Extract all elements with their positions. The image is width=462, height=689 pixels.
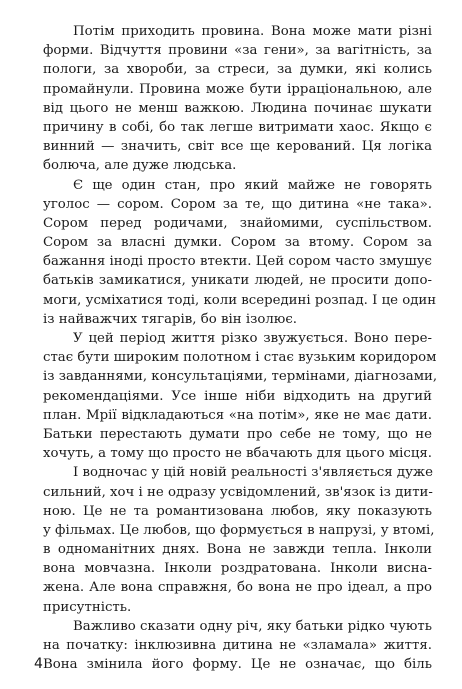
text-line: промайнули. Провина може бути ірраціональною, але [43, 81, 432, 97]
text-line: ною. Це не та романтизована любов, яку показують [43, 503, 432, 519]
text-line: Батьки перестають думати про себе не тому, що не [43, 426, 432, 442]
text-line: Сором перед родичами, знайомими, суспільством. [43, 215, 432, 231]
text-line: рекомендаціями. Усе інше ніби відходить на другий [43, 388, 432, 404]
text-line: із завданнями, консультаціями, термінами, діагнозами, [43, 369, 438, 385]
text-line: від цього не менш важкою. Людина починає шукати [43, 100, 432, 116]
text-line: моги, усміхатися тоді, коли всередині розпад. І це один [43, 292, 437, 308]
text-line: батьків замикатися, уникати людей, не просити допо- [43, 273, 432, 289]
text-line: Потім приходить провина. Вона може мати різні [73, 24, 432, 39]
paragraph [43, 463, 435, 617]
text-line: жена. Але вона справжня, бо вона не про ідеал, а про [43, 580, 432, 596]
page-number: 4 [34, 656, 43, 672]
text-line: в одноманітних днях. Вона не завжди тепла. Інколи [43, 542, 432, 558]
text-line: винний — значить, світ все ще керований. Ця логіка [43, 139, 432, 155]
text-line: Сором за власні думки. Сором за втому. Сором за [43, 235, 432, 251]
text-line: сильний, хоч і не одразу усвідомлений, зв'язок із дити- [43, 484, 433, 500]
text-line: Є ще один стан, про який майже не говорять [73, 177, 432, 193]
paragraph [43, 22, 432, 176]
text-line: бажання іноді просто втекти. Цей сором часто змушує [43, 254, 432, 270]
text-line: план. Мрії відкладаються «на потім», яке не має дати. [43, 407, 432, 423]
text-line: хочуть, а тому що просто не вбачають для цього місця. [43, 446, 433, 462]
text-line: причину в собі, бо так легше витримати хаос. Якщо є [43, 119, 432, 135]
paragraph [43, 176, 437, 330]
text-line: У цей період життя різко звужується. Воно пере- [73, 331, 432, 346]
text-line: стає бути широким полотном і стає вузьким коридором [43, 350, 437, 366]
text-line: на початку: інклюзивна дитина не «зламала» життя. [43, 638, 432, 653]
text-line: Вона змінила його форму. Це не означає, що біль [43, 657, 432, 673]
paragraph [43, 617, 432, 675]
text-line: І водночас у цій новій реальності з'являється дуже [73, 465, 434, 481]
text-line: із найважчих тягарів, бо він ізолює. [43, 311, 298, 327]
text-line: у фільмах. Це любов, що формується в напрузі, у втомі, [43, 522, 435, 538]
body-text [43, 22, 438, 674]
text-line: присутність. [43, 599, 132, 615]
text-line: форми. Відчуття провини «за гени», за вагітність, за [43, 43, 432, 59]
paragraph [43, 329, 438, 463]
text-line: вона мовчазна. Інколи роздратована. Інколи висна- [43, 561, 432, 577]
text-line: Важливо сказати одну річ, яку батьки рідко чують [73, 618, 432, 634]
text-line: уголос — сором. Сором за те, що дитина «не така». [43, 196, 432, 212]
text-line: болюча, але дуже людська. [43, 158, 237, 174]
text-line: пологи, за хвороби, за стреси, за думки, які колись [43, 62, 432, 78]
